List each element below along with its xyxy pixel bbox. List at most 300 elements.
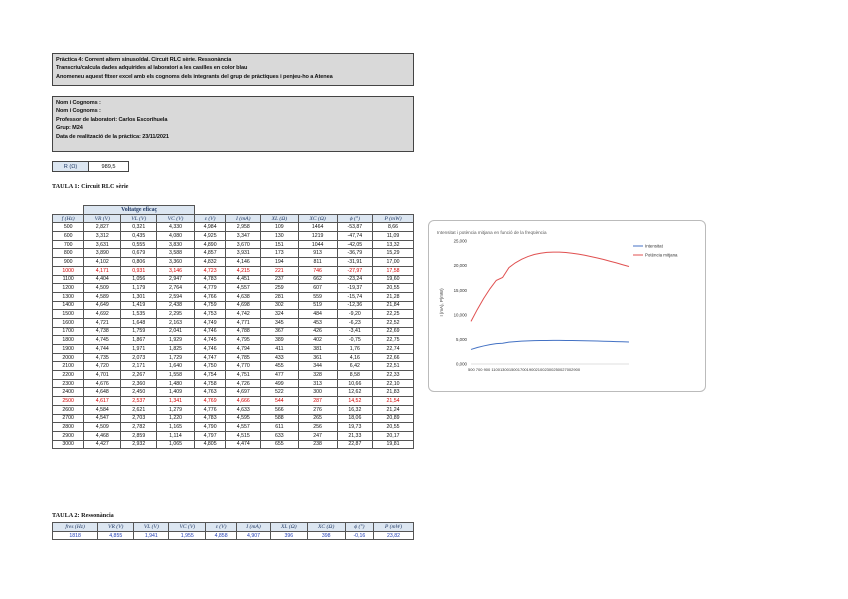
table-cell: -31,91 bbox=[337, 258, 372, 267]
professor-field: Professor de laboratori: Carlos Escorihuela bbox=[56, 116, 168, 123]
table-cell[interactable]: 4,723 bbox=[194, 266, 226, 275]
table-cell: 544 bbox=[261, 397, 298, 406]
table-cell: 662 bbox=[298, 275, 337, 284]
table-cell: -3,41 bbox=[337, 327, 372, 336]
table-cell[interactable]: 0,931 bbox=[121, 266, 157, 275]
table-cell: 344 bbox=[298, 362, 337, 371]
table-row bbox=[53, 258, 414, 267]
table-cell[interactable]: 1,220 bbox=[157, 414, 195, 423]
table-cell: 4,788 bbox=[226, 327, 261, 336]
table-cell[interactable]: 4,468 bbox=[84, 431, 121, 440]
table-cell: 453 bbox=[298, 318, 337, 327]
table-cell[interactable]: 1,056 bbox=[121, 275, 157, 284]
table-cell[interactable]: 2,360 bbox=[121, 379, 157, 388]
table1-header-0: f (Hz) bbox=[53, 214, 84, 223]
table-cell: 265 bbox=[298, 414, 337, 423]
table-cell[interactable]: 4,758 bbox=[194, 379, 226, 388]
table-cell[interactable]: 2,295 bbox=[157, 310, 195, 319]
table-cell[interactable]: 4,676 bbox=[84, 379, 121, 388]
table-cell[interactable]: 3000 bbox=[53, 440, 84, 449]
table-cell: 4,785 bbox=[226, 353, 261, 362]
table-cell[interactable]: 700 bbox=[53, 240, 84, 249]
table-cell: 256 bbox=[298, 423, 337, 432]
table-row bbox=[53, 275, 414, 284]
table-cell: 15,29 bbox=[373, 249, 414, 258]
table-cell: 4,16 bbox=[337, 353, 372, 362]
table-cell: 484 bbox=[298, 310, 337, 319]
table-cell[interactable]: 1,640 bbox=[157, 362, 195, 371]
table-cell[interactable]: 1,535 bbox=[121, 310, 157, 319]
table2-header-9: P (mW) bbox=[374, 523, 414, 532]
table-cell: 4,698 bbox=[226, 301, 261, 310]
table-row bbox=[53, 405, 414, 414]
table-cell[interactable]: 1600 bbox=[53, 318, 84, 327]
table-cell: -47,74 bbox=[337, 232, 372, 241]
x-tick-labels: 500 700 900 1100130015001700190021002300250027002900 bbox=[468, 367, 581, 372]
table-cell: 4,742 bbox=[226, 310, 261, 319]
table-cell[interactable]: 0,806 bbox=[121, 258, 157, 267]
table-cell[interactable]: 3,312 bbox=[84, 232, 121, 241]
table-cell[interactable]: 4,750 bbox=[194, 362, 226, 371]
table-cell: 367 bbox=[261, 327, 298, 336]
table-cell[interactable]: 4,745 bbox=[194, 336, 226, 345]
table-row bbox=[53, 414, 414, 423]
table1-header-8: ϕ (°) bbox=[337, 214, 372, 223]
table-cell[interactable]: 2,073 bbox=[121, 353, 157, 362]
table-cell[interactable]: 4,925 bbox=[194, 232, 226, 241]
table-cell[interactable]: 2,859 bbox=[121, 431, 157, 440]
table-cell[interactable]: 23,82 bbox=[374, 531, 414, 540]
table-cell[interactable]: 1,341 bbox=[157, 397, 195, 406]
table-cell: 302 bbox=[261, 301, 298, 310]
table-cell[interactable]: 4,746 bbox=[194, 345, 226, 354]
table2-header-7: XC (Ω) bbox=[307, 523, 345, 532]
table-cell: 4,751 bbox=[226, 371, 261, 380]
table-cell[interactable]: 396 bbox=[271, 531, 308, 540]
table-cell[interactable]: 4,720 bbox=[84, 362, 121, 371]
table-cell[interactable]: 3,146 bbox=[157, 266, 195, 275]
table-cell[interactable]: 2,621 bbox=[121, 405, 157, 414]
table-cell: 4,794 bbox=[226, 345, 261, 354]
table-cell[interactable]: 1200 bbox=[53, 284, 84, 293]
table-cell[interactable]: 1,279 bbox=[157, 405, 195, 414]
table-cell: 607 bbox=[298, 284, 337, 293]
table-cell: 22,75 bbox=[373, 336, 414, 345]
table-cell: 566 bbox=[261, 405, 298, 414]
table-cell[interactable]: 4,857 bbox=[194, 249, 226, 258]
table-cell[interactable]: 4,509 bbox=[84, 423, 121, 432]
table-cell[interactable]: 4,330 bbox=[157, 223, 195, 232]
table-cell[interactable]: 4,744 bbox=[84, 345, 121, 354]
student-name-field: Nom i Cognoms : bbox=[56, 100, 101, 106]
table-cell[interactable]: 2,764 bbox=[157, 284, 195, 293]
instructions-box bbox=[52, 53, 414, 86]
table2-header-5: I (mA) bbox=[236, 523, 270, 532]
table-cell: 4,638 bbox=[226, 292, 261, 301]
table-cell[interactable]: 4,858 bbox=[206, 531, 237, 540]
table-cell: 633 bbox=[261, 431, 298, 440]
student-name-field: Nom i Cognoms : bbox=[56, 108, 101, 115]
chart-title: Intensitat i potència mitjana en funció de la freqüència bbox=[437, 230, 547, 235]
table-cell: 381 bbox=[298, 345, 337, 354]
table-cell[interactable]: 4,890 bbox=[194, 240, 226, 249]
table-cell: 287 bbox=[298, 397, 337, 406]
table-cell: 21,28 bbox=[373, 292, 414, 301]
table-cell[interactable]: -0,16 bbox=[345, 531, 373, 540]
table-row bbox=[53, 353, 414, 362]
table-cell: -42,05 bbox=[337, 240, 372, 249]
table-cell: 4,595 bbox=[226, 414, 261, 423]
table-row bbox=[53, 240, 414, 249]
table-cell[interactable]: 1,419 bbox=[121, 301, 157, 310]
table-cell[interactable]: 2,267 bbox=[121, 371, 157, 380]
instructions-line: Anomeneu aquest fitxer excel amb els cognoms dels integrants del grup de pràctiques i penjeu-ho a Atenea bbox=[56, 73, 333, 80]
table-cell[interactable]: 2,703 bbox=[121, 414, 157, 423]
table-cell: 328 bbox=[298, 371, 337, 380]
table-cell: 6,42 bbox=[337, 362, 372, 371]
table-cell[interactable]: 4,404 bbox=[84, 275, 121, 284]
table1-title: TAULA 1: Circuit RLC sèrie bbox=[52, 183, 129, 190]
table-cell[interactable]: 4,648 bbox=[84, 388, 121, 397]
table-cell[interactable]: 1,929 bbox=[157, 336, 195, 345]
resistance-label: R (Ω) bbox=[52, 161, 89, 172]
y-tick-label: 0,000 bbox=[456, 361, 467, 367]
table-cell[interactable]: 1,179 bbox=[121, 284, 157, 293]
table-cell: 238 bbox=[298, 440, 337, 449]
table-cell[interactable]: 3,830 bbox=[157, 240, 195, 249]
table-cell[interactable]: 4,759 bbox=[194, 301, 226, 310]
table-cell[interactable]: 4,427 bbox=[84, 440, 121, 449]
table-cell[interactable]: 500 bbox=[53, 223, 84, 232]
table-cell: 361 bbox=[298, 353, 337, 362]
table-cell[interactable]: 3,890 bbox=[84, 249, 121, 258]
table-cell[interactable]: 2,163 bbox=[157, 318, 195, 327]
table-cell[interactable]: 1900 bbox=[53, 345, 84, 354]
table-cell[interactable]: 3,360 bbox=[157, 258, 195, 267]
table1-header-5: I (mA) bbox=[226, 214, 261, 223]
table-cell[interactable]: 2000 bbox=[53, 353, 84, 362]
table-cell: 1464 bbox=[298, 223, 337, 232]
table-cell[interactable]: 4,617 bbox=[84, 397, 121, 406]
table-row bbox=[53, 371, 414, 380]
table-cell[interactable]: 1818 bbox=[53, 531, 98, 540]
table-cell[interactable]: 1000 bbox=[53, 266, 84, 275]
resistance-value[interactable]: 989,5 bbox=[89, 161, 129, 172]
table-cell: 4,474 bbox=[226, 440, 261, 449]
rlc-table bbox=[52, 205, 414, 449]
table-cell: 389 bbox=[261, 336, 298, 345]
table-cell[interactable]: 4,721 bbox=[84, 318, 121, 327]
table-cell: -0,75 bbox=[337, 336, 372, 345]
table-cell[interactable]: 398 bbox=[307, 531, 345, 540]
table-cell: 173 bbox=[261, 249, 298, 258]
table-cell[interactable]: 4,776 bbox=[194, 405, 226, 414]
table-cell: 4,557 bbox=[226, 284, 261, 293]
table-cell: 20,17 bbox=[373, 431, 414, 440]
y-tick-label: 20,000 bbox=[453, 263, 467, 269]
table-cell: 477 bbox=[261, 371, 298, 380]
table-cell[interactable]: 2,947 bbox=[157, 275, 195, 284]
table-cell[interactable]: 4,701 bbox=[84, 371, 121, 380]
table-cell[interactable]: 0,435 bbox=[121, 232, 157, 241]
table-cell[interactable]: 4,763 bbox=[194, 388, 226, 397]
table-cell[interactable]: 4,080 bbox=[157, 232, 195, 241]
table-cell: 3,347 bbox=[226, 232, 261, 241]
table-cell[interactable]: 2200 bbox=[53, 371, 84, 380]
table-cell[interactable]: 2800 bbox=[53, 423, 84, 432]
table-cell: 3,670 bbox=[226, 240, 261, 249]
table-cell[interactable]: 4,738 bbox=[84, 327, 121, 336]
table-cell[interactable]: 1500 bbox=[53, 310, 84, 319]
table-cell[interactable]: 4,783 bbox=[194, 414, 226, 423]
table-cell: 655 bbox=[261, 440, 298, 449]
resonance-table bbox=[52, 522, 414, 540]
table-row bbox=[53, 423, 414, 432]
resistance-cell bbox=[52, 161, 129, 172]
table-cell[interactable]: 4,797 bbox=[194, 431, 226, 440]
table-cell[interactable]: 1,409 bbox=[157, 388, 195, 397]
table-cell[interactable]: 1800 bbox=[53, 336, 84, 345]
table-cell: 611 bbox=[261, 423, 298, 432]
table-cell: 21,84 bbox=[373, 301, 414, 310]
table-cell[interactable]: 3,588 bbox=[157, 249, 195, 258]
table2-header-3: VC (V) bbox=[169, 523, 206, 532]
table-cell: 3,931 bbox=[226, 249, 261, 258]
table1-header-9: P (mW) bbox=[373, 214, 414, 223]
table-cell: 1,76 bbox=[337, 345, 372, 354]
table-cell: 4,146 bbox=[226, 258, 261, 267]
table-cell: 11,09 bbox=[373, 232, 414, 241]
table-row bbox=[53, 232, 414, 241]
instructions-line: Pràctica 4: Corrent altern sinusoïdal. Circuit RLC sèrie. Ressonància bbox=[56, 57, 232, 63]
table-cell[interactable]: 4,746 bbox=[194, 327, 226, 336]
table-cell: 247 bbox=[298, 431, 337, 440]
table-cell[interactable]: 4,779 bbox=[194, 284, 226, 293]
table-cell: 130 bbox=[261, 232, 298, 241]
table-cell[interactable]: 1400 bbox=[53, 301, 84, 310]
table-cell: 4,770 bbox=[226, 362, 261, 371]
table-cell: 22,52 bbox=[373, 318, 414, 327]
table-cell[interactable]: 4,754 bbox=[194, 371, 226, 380]
y-tick-label: 10,000 bbox=[453, 312, 467, 318]
table-cell[interactable]: 2,171 bbox=[121, 362, 157, 371]
table2-header-2: VL (V) bbox=[134, 523, 169, 532]
table-cell: 14,52 bbox=[337, 397, 372, 406]
table-row bbox=[53, 431, 414, 440]
table-cell: -9,20 bbox=[337, 310, 372, 319]
table-cell: 522 bbox=[261, 388, 298, 397]
table-cell: 4,795 bbox=[226, 336, 261, 345]
table-cell[interactable]: 4,769 bbox=[194, 397, 226, 406]
table-cell[interactable]: 4,584 bbox=[84, 405, 121, 414]
table-cell: 8,66 bbox=[373, 223, 414, 232]
table-cell: 21,33 bbox=[337, 431, 372, 440]
table-row bbox=[53, 397, 414, 406]
table-cell[interactable]: 1700 bbox=[53, 327, 84, 336]
resonance-row bbox=[53, 531, 414, 540]
table-cell[interactable]: 2,041 bbox=[157, 327, 195, 336]
table-cell: 433 bbox=[261, 353, 298, 362]
table-cell[interactable]: 4,907 bbox=[236, 531, 270, 540]
table-cell: 1219 bbox=[298, 232, 337, 241]
table-cell[interactable]: 1,480 bbox=[157, 379, 195, 388]
table-cell: -36,79 bbox=[337, 249, 372, 258]
table-cell[interactable]: 2300 bbox=[53, 379, 84, 388]
table-cell: 4,771 bbox=[226, 318, 261, 327]
table-cell: 345 bbox=[261, 318, 298, 327]
table-cell: -53,87 bbox=[337, 223, 372, 232]
table-cell[interactable]: 1,114 bbox=[157, 431, 195, 440]
table-cell[interactable]: 1,729 bbox=[157, 353, 195, 362]
table-cell[interactable]: 1,065 bbox=[157, 440, 195, 449]
table-cell[interactable]: 1,941 bbox=[134, 531, 169, 540]
table-cell: 21,83 bbox=[373, 388, 414, 397]
table1-header-4: ε (V) bbox=[194, 214, 226, 223]
table-cell: 20,55 bbox=[373, 423, 414, 432]
series-line-1 bbox=[471, 252, 629, 321]
table-row bbox=[53, 388, 414, 397]
table-cell: 313 bbox=[298, 379, 337, 388]
table-cell[interactable]: 4,649 bbox=[84, 301, 121, 310]
instructions-line: Transcriu/calcula dades adquirides al laboratori a les casilles en color blau bbox=[56, 65, 248, 72]
table-cell[interactable]: 2,827 bbox=[84, 223, 121, 232]
table-row bbox=[53, 336, 414, 345]
table-cell[interactable]: 4,102 bbox=[84, 258, 121, 267]
table-cell[interactable]: 2,594 bbox=[157, 292, 195, 301]
table-cell[interactable]: 4,766 bbox=[194, 292, 226, 301]
voltage-group-header: Voltatge eficaç bbox=[84, 206, 195, 215]
table-cell: -6,23 bbox=[337, 318, 372, 327]
line-chart bbox=[429, 221, 705, 391]
table-cell: 20,89 bbox=[373, 414, 414, 423]
table-cell: 402 bbox=[298, 336, 337, 345]
table-cell[interactable]: 4,509 bbox=[84, 284, 121, 293]
table-cell: 19,60 bbox=[373, 275, 414, 284]
table-cell[interactable]: 4,171 bbox=[84, 266, 121, 275]
legend-label-0: Intensitat bbox=[645, 243, 663, 249]
table-cell[interactable]: 2700 bbox=[53, 414, 84, 423]
table-cell: 194 bbox=[261, 258, 298, 267]
table-cell: 22,33 bbox=[373, 371, 414, 380]
table-row bbox=[53, 249, 414, 258]
table-cell: 10,66 bbox=[337, 379, 372, 388]
table-cell: 588 bbox=[261, 414, 298, 423]
table-cell: 151 bbox=[261, 240, 298, 249]
table-cell: 281 bbox=[261, 292, 298, 301]
table-cell[interactable]: 4,589 bbox=[84, 292, 121, 301]
table-cell: 19,73 bbox=[337, 423, 372, 432]
table-cell[interactable]: 4,745 bbox=[84, 336, 121, 345]
table-cell[interactable]: 900 bbox=[53, 258, 84, 267]
table-cell: 4,726 bbox=[226, 379, 261, 388]
table-cell[interactable]: 1,955 bbox=[169, 531, 206, 540]
table-cell[interactable]: 2,932 bbox=[121, 440, 157, 449]
table-cell: 22,10 bbox=[373, 379, 414, 388]
table-cell: 13,32 bbox=[373, 240, 414, 249]
table-cell[interactable]: 2400 bbox=[53, 388, 84, 397]
table-cell[interactable]: 4,832 bbox=[194, 258, 226, 267]
table-row bbox=[53, 284, 414, 293]
table-cell[interactable]: 4,747 bbox=[194, 353, 226, 362]
table-cell: 259 bbox=[261, 284, 298, 293]
table-cell[interactable]: 2500 bbox=[53, 397, 84, 406]
table-cell[interactable]: 1,301 bbox=[121, 292, 157, 301]
table-cell: 746 bbox=[298, 266, 337, 275]
table-cell[interactable]: 2,450 bbox=[121, 388, 157, 397]
table-cell[interactable]: 1300 bbox=[53, 292, 84, 301]
table2-header-4: ε (V) bbox=[206, 523, 237, 532]
table-cell: 22,25 bbox=[373, 310, 414, 319]
table-cell[interactable]: 0,321 bbox=[121, 223, 157, 232]
y-tick-label: 5,000 bbox=[456, 337, 467, 342]
table-cell: 21,54 bbox=[373, 397, 414, 406]
table-row bbox=[53, 362, 414, 371]
table-cell[interactable]: 4,547 bbox=[84, 414, 121, 423]
table-cell: 4,451 bbox=[226, 275, 261, 284]
table-cell[interactable]: 4,753 bbox=[194, 310, 226, 319]
table-cell[interactable]: 4,735 bbox=[84, 353, 121, 362]
table-row bbox=[53, 292, 414, 301]
table-cell[interactable]: 4,783 bbox=[194, 275, 226, 284]
table-cell: 237 bbox=[261, 275, 298, 284]
table-cell: -23,24 bbox=[337, 275, 372, 284]
table1-header-7: XC (Ω) bbox=[298, 214, 337, 223]
table-cell[interactable]: 0,679 bbox=[121, 249, 157, 258]
table-cell[interactable]: 2,782 bbox=[121, 423, 157, 432]
table-cell[interactable]: 2,537 bbox=[121, 397, 157, 406]
table-cell: 221 bbox=[261, 266, 298, 275]
table-cell[interactable]: 2600 bbox=[53, 405, 84, 414]
table-cell[interactable]: 4,984 bbox=[194, 223, 226, 232]
table-cell: 18,06 bbox=[337, 414, 372, 423]
table-cell[interactable]: 3,631 bbox=[84, 240, 121, 249]
table-cell[interactable]: 800 bbox=[53, 249, 84, 258]
table-cell: 4,666 bbox=[226, 397, 261, 406]
y-tick-label: 15,000 bbox=[453, 287, 467, 293]
table-cell[interactable]: 1,825 bbox=[157, 345, 195, 354]
table-cell[interactable]: 1,648 bbox=[121, 318, 157, 327]
table-cell[interactable]: 1100 bbox=[53, 275, 84, 284]
table-cell: 22,66 bbox=[373, 353, 414, 362]
table-cell[interactable]: 2100 bbox=[53, 362, 84, 371]
table-cell[interactable]: 4,749 bbox=[194, 318, 226, 327]
table-cell[interactable]: 4,790 bbox=[194, 423, 226, 432]
table-cell[interactable]: 4,692 bbox=[84, 310, 121, 319]
table2-header-6: XL (Ω) bbox=[271, 523, 308, 532]
table-cell[interactable]: 1,759 bbox=[121, 327, 157, 336]
table-cell[interactable]: 600 bbox=[53, 232, 84, 241]
date-field: Data de realització de la pràctica: 23/11/2021 bbox=[56, 133, 169, 140]
table-cell[interactable]: 4,805 bbox=[194, 440, 226, 449]
table-cell: 913 bbox=[298, 249, 337, 258]
table-cell: 21,24 bbox=[373, 405, 414, 414]
table-cell[interactable]: 1,165 bbox=[157, 423, 195, 432]
table-cell[interactable]: 0,555 bbox=[121, 240, 157, 249]
table-cell: -15,74 bbox=[337, 292, 372, 301]
table1-header-1: VR (V) bbox=[84, 214, 121, 223]
table-cell[interactable]: 2900 bbox=[53, 431, 84, 440]
table-cell[interactable]: 1,558 bbox=[157, 371, 195, 380]
table1-header-3: VC (V) bbox=[157, 214, 195, 223]
table-cell: 22,69 bbox=[373, 327, 414, 336]
table-cell[interactable]: 4,855 bbox=[98, 531, 134, 540]
table-cell: 411 bbox=[261, 345, 298, 354]
table-cell[interactable]: 1,867 bbox=[121, 336, 157, 345]
table-cell[interactable]: 2,438 bbox=[157, 301, 195, 310]
table-cell: 4,215 bbox=[226, 266, 261, 275]
table-cell[interactable]: 1,971 bbox=[121, 345, 157, 354]
table-cell: 4,633 bbox=[226, 405, 261, 414]
